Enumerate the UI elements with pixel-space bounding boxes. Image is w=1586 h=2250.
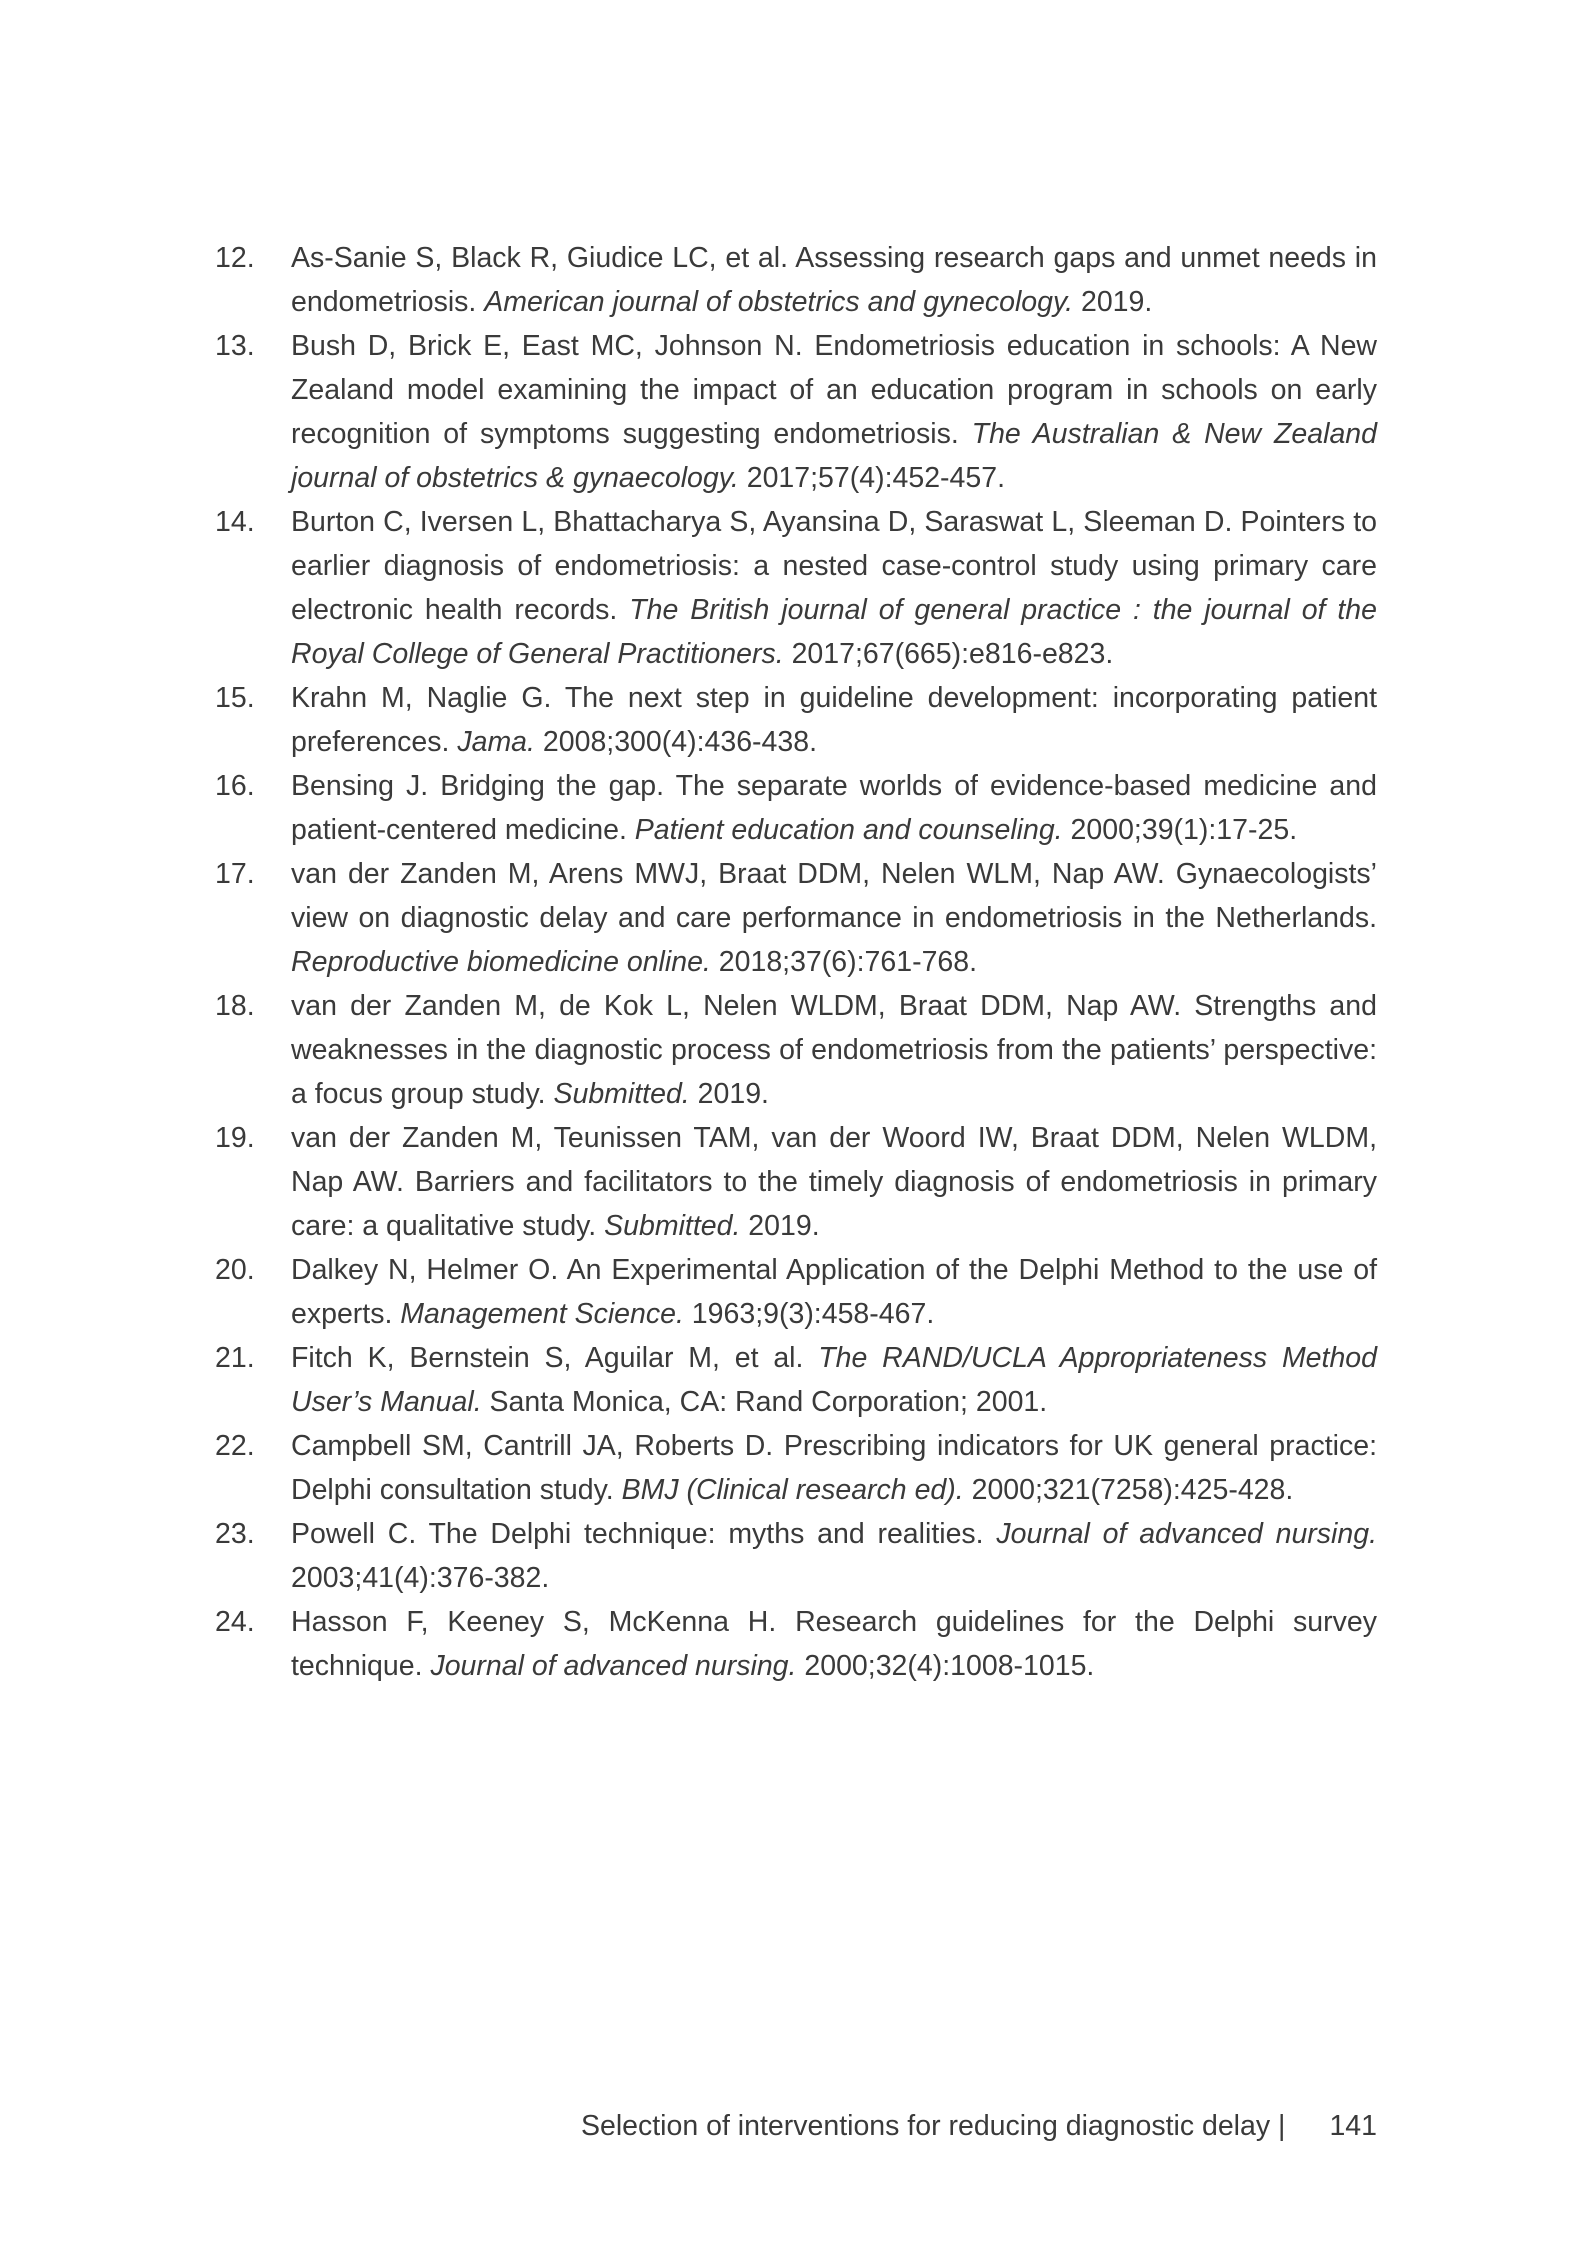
reference-item — [215, 1336, 1377, 1424]
reference-item — [215, 676, 1377, 764]
reference-text — [291, 1248, 1377, 1336]
reference-text — [291, 1600, 1377, 1688]
reference-item — [215, 1512, 1377, 1600]
reference-item — [215, 324, 1377, 500]
reference-number: 14. — [215, 506, 255, 538]
reference-number: 23. — [215, 1518, 255, 1550]
reference-journal-name: Submitted. — [604, 1210, 741, 1242]
reference-text — [291, 236, 1377, 324]
reference-text-segment: van der Zanden M, de Kok L, Nelen WLDM, Braat DDM, Nap AW. Strengths and weaknesses in the diagnostic process of endometriosis from the patients’ perspective: a focus group study. — [291, 990, 1377, 1110]
reference-text-segment: Burton C, Iversen L, Bhattacharya S, Ayansina D, Saraswat L, Sleeman D. Pointers to earlier diagnosis of endometriosis: a nested case-control study using primary care electronic health records. — [291, 506, 1377, 626]
reference-text-segment: 2019. — [1073, 286, 1153, 318]
reference-journal-name: Submitted. — [553, 1078, 690, 1110]
reference-text-segment: Bush D, Brick E, East MC, Johnson N. Endometriosis education in schools: A New Zealand model examining the impact of an education program in schools on early recognition of symptoms suggesting endometriosis. — [291, 330, 1377, 450]
reference-text — [291, 764, 1377, 852]
reference-text-segment: Dalkey N, Helmer O. An Experimental Application of the Delphi Method to the use of experts. — [291, 1254, 1377, 1330]
reference-text-segment: 2003;41(4):376-382. — [291, 1562, 550, 1594]
reference-text-segment: Santa Monica, CA: Rand Corporation; 2001. — [481, 1386, 1048, 1418]
reference-number: 13. — [215, 330, 255, 362]
reference-item — [215, 500, 1377, 676]
page-footer — [581, 2104, 1377, 2148]
reference-item — [215, 984, 1377, 1116]
reference-item — [215, 852, 1377, 984]
reference-journal-name: The RAND/UCLA Appropriateness Method User’s Manual. — [291, 1342, 1378, 1418]
reference-number: 19. — [215, 1122, 255, 1154]
reference-text-segment: 2018;37(6):761-768. — [710, 946, 978, 978]
reference-text-segment: van der Zanden M, Arens MWJ, Braat DDM, Nelen WLM, Nap AW. Gynaecologists’ view on diagnostic delay and care performance in endometriosis in the Netherlands. — [291, 858, 1377, 934]
reference-number: 17. — [215, 858, 255, 890]
reference-text — [291, 1424, 1377, 1512]
reference-number: 22. — [215, 1430, 255, 1462]
reference-text — [291, 852, 1377, 984]
footer-page-number: 141 — [1329, 2110, 1377, 2142]
reference-text-segment: 2000;321(7258):425-428. — [963, 1474, 1294, 1506]
reference-item — [215, 1248, 1377, 1336]
reference-text-segment: Krahn M, Naglie G. The next step in guideline development: incorporating patient preferences. — [291, 682, 1377, 758]
reference-text — [291, 1512, 1377, 1600]
reference-number: 15. — [215, 682, 255, 714]
reference-text — [291, 676, 1377, 764]
reference-journal-name: American journal of obstetrics and gynecology. — [484, 286, 1074, 318]
reference-text-segment: 2019. — [689, 1078, 769, 1110]
reference-text-segment: 1963;9(3):458-467. — [683, 1298, 935, 1330]
reference-text-segment: 2017;67(665):e816-e823. — [783, 638, 1114, 670]
reference-text — [291, 1336, 1377, 1424]
reference-journal-name: The British journal of general practice : the journal of the Royal College of General Practitioners. — [291, 594, 1377, 670]
reference-journal-name: Patient education and counseling. — [634, 814, 1063, 846]
reference-journal-name: Reproductive biomedicine online. — [291, 946, 711, 978]
reference-journal-name: Journal of advanced nursing. — [996, 1518, 1377, 1550]
reference-text-segment: Campbell SM, Cantrill JA, Roberts D. Prescribing indicators for UK general practice: Delphi consultation study. — [291, 1430, 1377, 1506]
reference-item — [215, 1424, 1377, 1512]
reference-number: 24. — [215, 1606, 255, 1638]
reference-number: 20. — [215, 1254, 255, 1286]
reference-text-segment: van der Zanden M, Teunissen TAM, van der Woord IW, Braat DDM, Nelen WLDM, Nap AW. Barriers and facilitators to the timely diagnosis of endometriosis in primary care: a qualitative study. — [291, 1122, 1377, 1242]
reference-text-segment: Powell C. The Delphi technique: myths and realities. — [291, 1518, 997, 1550]
reference-journal-name: Jama. — [457, 726, 535, 758]
reference-item — [215, 236, 1377, 324]
reference-number: 21. — [215, 1342, 255, 1374]
reference-text-segment: 2017;57(4):452-457. — [738, 462, 1006, 494]
reference-text — [291, 1116, 1377, 1248]
reference-journal-name: BMJ (Clinical research ed). — [621, 1474, 964, 1506]
reference-number: 18. — [215, 990, 255, 1022]
reference-text-segment: As-Sanie S, Black R, Giudice LC, et al. Assessing research gaps and unmet needs in endometriosis. — [291, 242, 1377, 318]
reference-text-segment: 2000;32(4):1008-1015. — [796, 1650, 1095, 1682]
reference-journal-name: Management Science. — [400, 1298, 684, 1330]
reference-text-segment: 2000;39(1):17-25. — [1062, 814, 1298, 846]
reference-item — [215, 764, 1377, 852]
reference-text-segment: 2019. — [740, 1210, 820, 1242]
reference-item — [215, 1600, 1377, 1688]
reference-text-segment: Hasson F, Keeney S, McKenna H. Research guidelines for the Delphi survey technique. — [291, 1606, 1377, 1682]
reference-text — [291, 500, 1377, 676]
reference-number: 12. — [215, 242, 255, 274]
reference-text-segment: 2008;300(4):436-438. — [534, 726, 818, 758]
reference-item — [215, 1116, 1377, 1248]
reference-text-segment: Bensing J. Bridging the gap. The separate worlds of evidence-based medicine and patient-centered medicine. — [291, 770, 1377, 846]
reference-list — [215, 236, 1377, 1688]
reference-journal-name: Journal of advanced nursing. — [430, 1650, 797, 1682]
reference-text — [291, 984, 1377, 1116]
reference-journal-name: The Australian & New Zealand journal of obstetrics & gynaecology. — [291, 418, 1377, 494]
footer-chapter-title: Selection of interventions for reducing diagnostic delay | — [580, 2110, 1286, 2142]
reference-number: 16. — [215, 770, 255, 802]
reference-text-segment: Fitch K, Bernstein S, Aguilar M, et al. — [291, 1342, 819, 1374]
reference-text — [291, 324, 1377, 500]
